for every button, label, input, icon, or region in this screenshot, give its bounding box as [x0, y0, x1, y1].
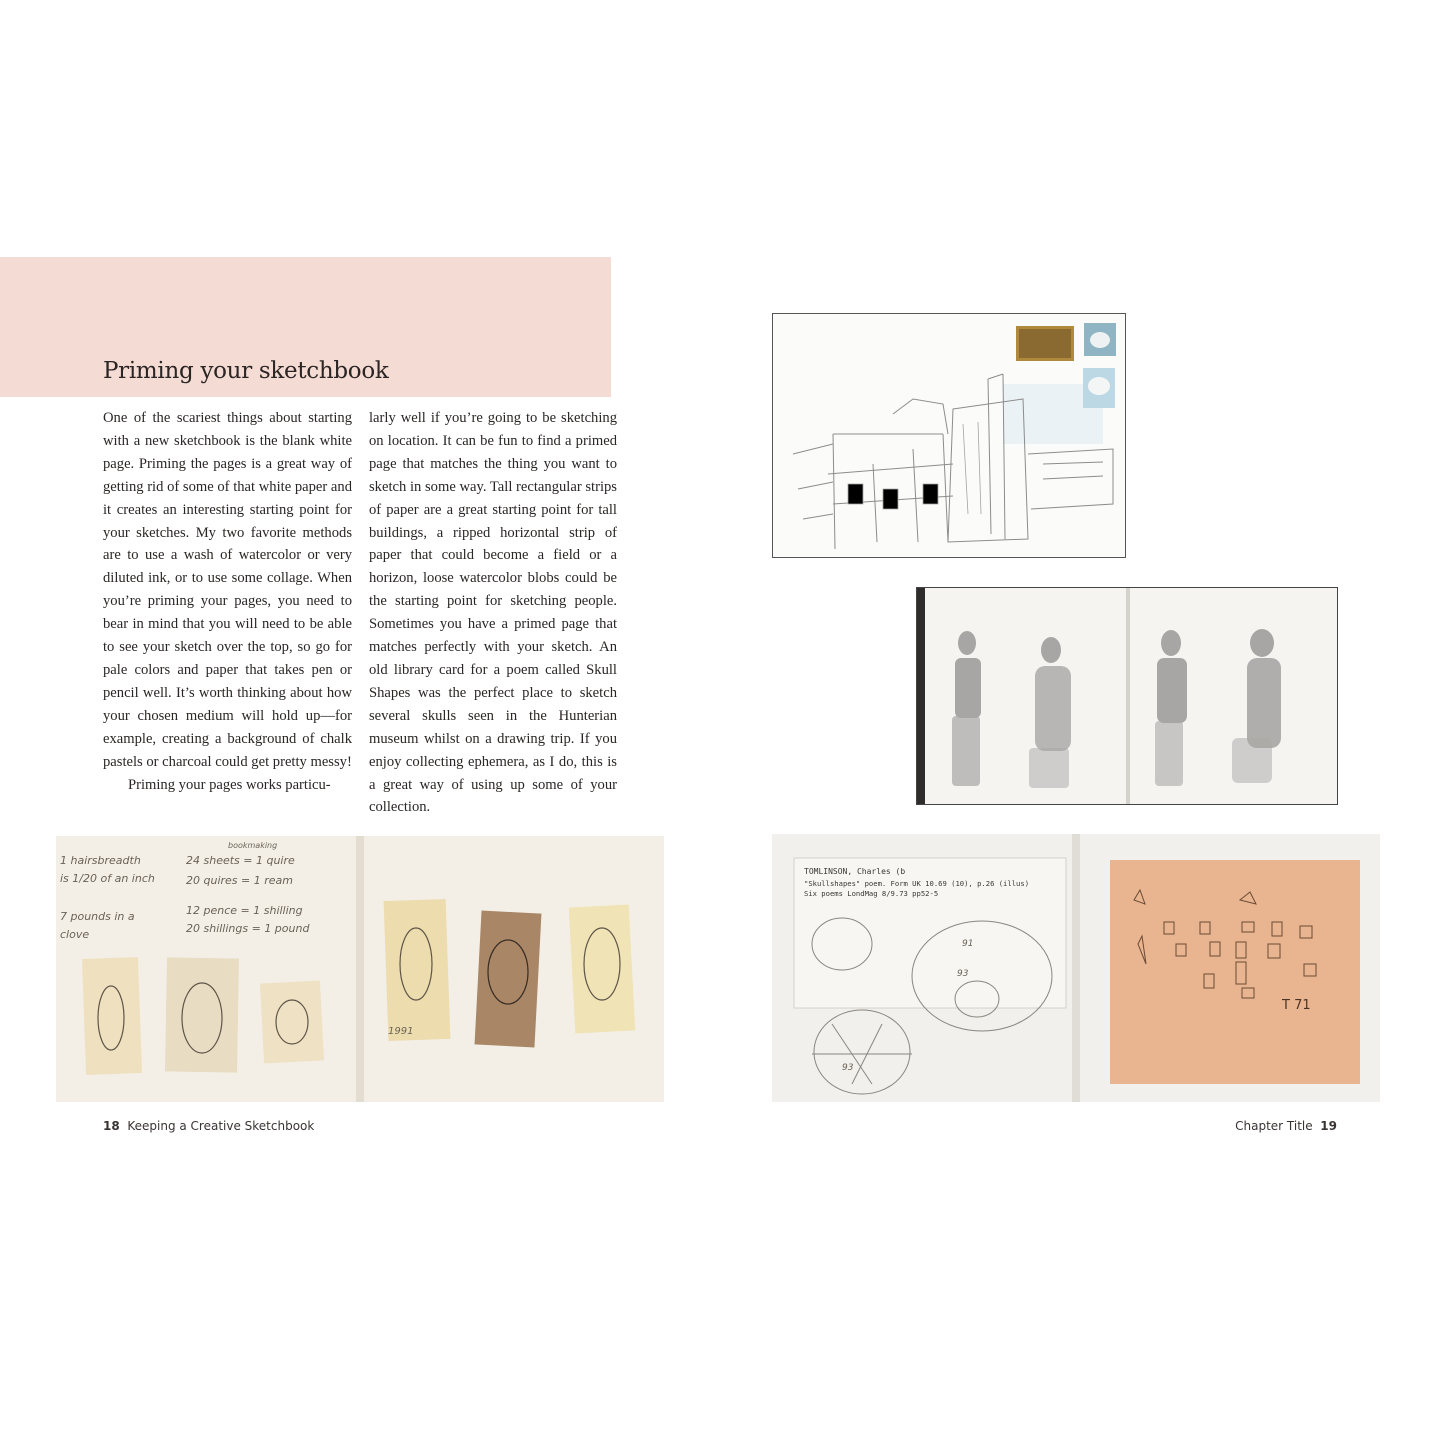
- left-folio: [103, 1119, 314, 1133]
- card-line-3: Six poems LondMag 8/9.73 pp52-5: [804, 889, 939, 898]
- skulls-sketchbook-photo: [772, 834, 1380, 1102]
- note-line-7: 12 pence = 1 shilling: [186, 904, 303, 917]
- note-line-6: 20 quires = 1 ream: [186, 874, 293, 887]
- note-line-3: 7 pounds in a: [60, 910, 135, 923]
- body-column-1: [103, 407, 352, 796]
- body-paragraph-3: larly well if you’re going to be sketching on location. It can be fun to find a primed page that matches the thing you want to sketch in some way. Tall rectangular strips of paper are a great starting point for tall buildings, a ripped horizontal strip of paper that could become a field or a horizon, loose watercolor blobs could be the starting point for sketching people. Sometimes you have a primed page that matches perfectly with your sketch. An old library card for a poem called Skull Shapes was the perfect place to sketch several skulls seen in the Hunterian museum whilst on a drawing trip. If you enjoy collecting ephemera, as I do, this is a great way of using up some of your collection.: [369, 410, 617, 816]
- card-line-2: "Skullshapes" poem. Form UK 10.69 (10), p.26 (illus): [804, 879, 1030, 888]
- beetle-sketchbook-photo: [56, 836, 664, 1102]
- section-heading: Priming your sketchbook: [103, 358, 389, 384]
- note-top: bookmaking: [228, 841, 278, 850]
- left-page-number: 18: [103, 1119, 120, 1133]
- note-line-2: is 1/20 of an inch: [60, 872, 155, 885]
- right-running-title: Chapter Title: [1235, 1119, 1313, 1133]
- body-paragraph-1: One of the scariest things about starting with a new sketchbook is the blank white page. Priming the pages is a great way of getting rid of some of that white paper and it creates an interesting starting point for your sketches. My two favorite methods are to use a wash of watercolor or very diluted ink, or to use some collage. When you’re priming your pages, you need to bear in mind that you will need to be able to see your sketch over the top, so go for pale colors and paper that takes pen or pencil well. It’s worth thinking about how your chosen medium will hold up—for example, creating a background of chalk pastels or charcoal could get pretty messy!: [103, 410, 352, 770]
- skull-number-2: 93: [957, 969, 969, 979]
- tooth-card-label: T 71: [1282, 998, 1311, 1013]
- left-running-title: Keeping a Creative Sketchbook: [127, 1119, 315, 1133]
- note-line-5: 24 sheets = 1 quire: [186, 854, 295, 867]
- card-label: 1991: [388, 1026, 414, 1037]
- note-line-4: clove: [60, 928, 90, 941]
- right-page-number: 19: [1320, 1119, 1337, 1133]
- orange-tooth-card: [1110, 860, 1360, 1084]
- body-paragraph-2: Priming your pages works particu-: [128, 776, 331, 793]
- skull-number-3: 93: [842, 1063, 854, 1073]
- note-line-1: 1 hairsbreadth: [60, 854, 141, 867]
- card-line-1: TOMLINSON, Charles (b: [804, 867, 906, 876]
- right-folio: [1235, 1119, 1337, 1133]
- envelope-sketch-photo: [772, 313, 1126, 558]
- figures-sketch-photo: [916, 587, 1338, 805]
- skull-number-1: 91: [962, 939, 974, 949]
- body-column-2: [369, 407, 617, 819]
- note-line-8: 20 shillings = 1 pound: [186, 922, 310, 935]
